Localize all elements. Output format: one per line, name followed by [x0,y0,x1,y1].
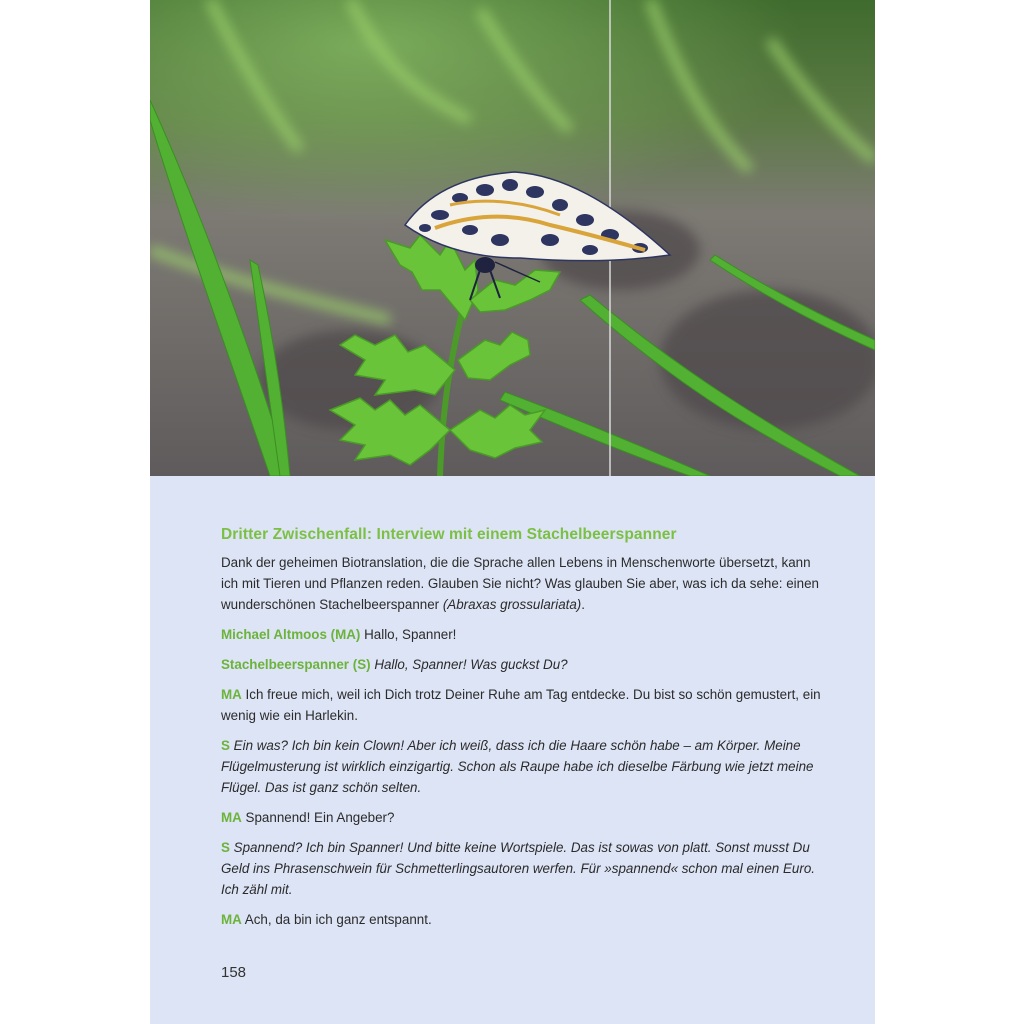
dialogue-line [221,909,821,930]
speaker-label: S [221,840,230,855]
intro-paragraph [221,552,821,615]
moth-photo [150,0,875,476]
intro-text: Dank der geheimen Biotranslation, die die Sprache allen Lebens in Menschenworte übersetzt, kann ich mit Tieren und Pflanzen reden. Glauben Sie nicht? Was glauben Sie aber, was ich da sehe: einen wunderschönen Stachelbeerspanner [221,555,819,612]
speaker-label: MA [221,912,242,927]
speaker-label: S [221,738,230,753]
moth-photo-illustration [150,0,875,476]
dialogue-text: Hallo, Spanner! Was guckst Du? [370,657,568,672]
book-page [150,0,875,1024]
dialogue-line [221,654,821,675]
species-name: (Abraxas grossulariata) [442,597,582,612]
intro-end: . [581,597,586,612]
dialogue-line [221,807,821,828]
dialogue-text: Spannend? Ich bin Spanner! Und bitte keine Wortspiele. Das ist sowas von platt. Sonst musst Du Geld ins Phrasenschwein für Schmetterlingsautoren werfen. Für »spannend« schon mal einen Euro. Ich zähl mit. [221,840,815,897]
speaker-label: Michael Altmoos (MA) [221,627,361,642]
page-number: 158 [221,964,247,981]
speaker-label: MA [221,687,242,702]
article-heading: Dritter Zwischenfall: Interview mit einem Stachelbeerspanner [221,526,677,543]
speaker-label: Stachelbeerspanner (S) [221,657,371,672]
article-text [221,524,821,939]
speaker-label: MA [221,810,242,825]
dialogue-text: Ich freue mich, weil ich Dich trotz Deiner Ruhe am Tag entdecke. Du bist so schön gemustert, ein wenig wie ein Harlekin. [221,687,821,723]
dialogue-line [221,837,821,900]
dialogue-line [221,624,821,645]
dialogue-text: Spannend! Ein Angeber? [241,810,395,825]
dialogue-text: Ein was? Ich bin kein Clown! Aber ich weiß, dass ich die Haare schön habe – am Körper. Meine Flügelmusterung ist wirklich einzigartig. Schon als Raupe habe ich dieselbe Färbung wie jetzt meine Flügel. Das ist ganz schön selten. [221,738,814,795]
dialogue-text: Ach, da bin ich ganz entspannt. [241,912,432,927]
dialogue-text: Hallo, Spanner! [360,627,457,642]
dialogue-line [221,735,821,798]
dialogue-line [221,684,821,726]
